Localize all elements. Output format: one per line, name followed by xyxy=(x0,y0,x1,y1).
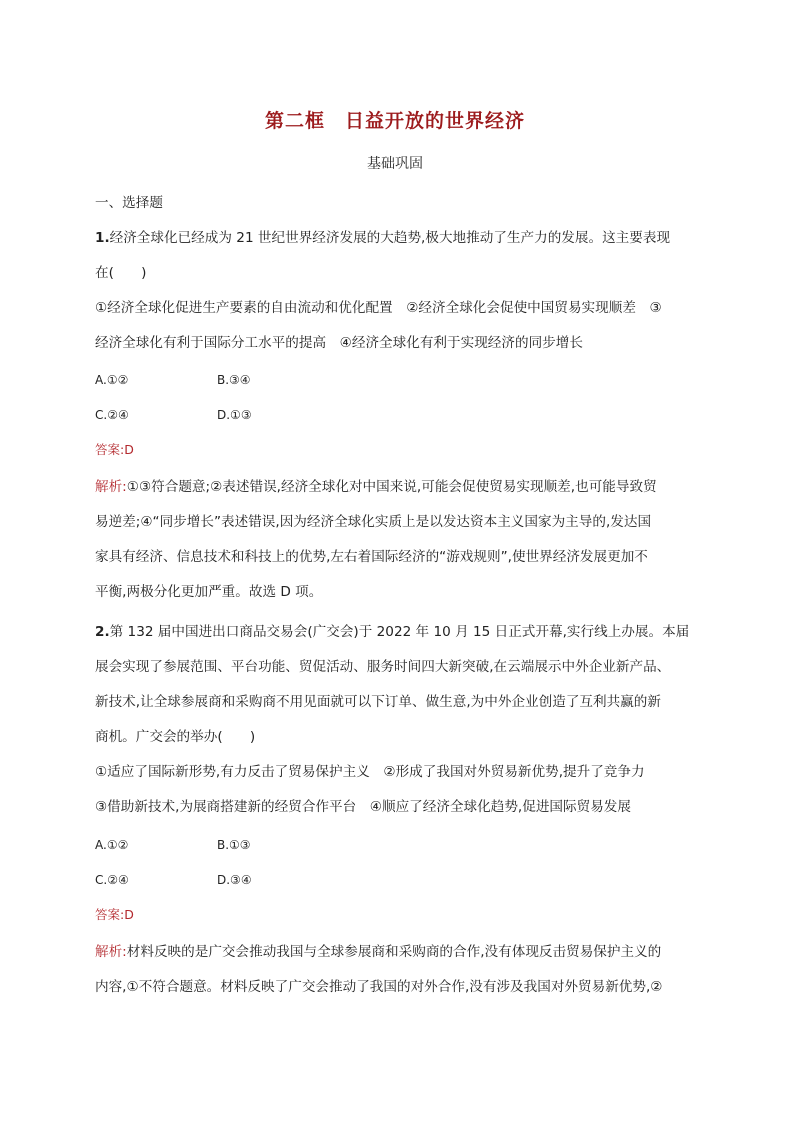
q2-option-b: B.①③ xyxy=(217,838,251,852)
q1-analysis-label: 解析: xyxy=(95,479,127,495)
page-title: 第二框 日益开放的世界经济 xyxy=(264,110,525,132)
q1-statements-line-2: 经济全球化有利于国际分工水平的提高 ④经济全球化有利于实现经济的同步增长 xyxy=(95,335,583,351)
q1-option-c: C.②④ xyxy=(95,408,129,422)
section-heading: 一、选择题 xyxy=(95,195,163,211)
q1-options-row-2 xyxy=(95,405,695,425)
q1-stem-line-1: 1.经济全球化已经成为 21 世纪世界经济发展的大趋势,极大地推动了生产力的发展。这主要表现 xyxy=(95,230,671,246)
q2-option-a: A.①② xyxy=(95,838,129,852)
q2-number: 2. xyxy=(95,624,110,640)
q2-stem-line-2: 展会实现了参展范围、平台功能、贸促活动、服务时间四大新突破,在云端展示中外企业新产品、 xyxy=(95,659,671,675)
q1-option-a: A.①② xyxy=(95,373,129,387)
q2-options-row-1 xyxy=(95,835,695,855)
q2-analysis-line-2: 内容,①不符合题意。材料反映了广交会推动了我国的对外合作,没有涉及我国对外贸易新优势,② xyxy=(95,979,663,995)
q1-analysis-line-4: 平衡,两极分化更加严重。故选 D 项。 xyxy=(95,584,323,600)
q2-options-row-2 xyxy=(95,870,695,890)
q2-analysis-label: 解析: xyxy=(95,944,127,960)
q1-analysis-line-3: 家具有经济、信息技术和科技上的优势,左右着国际经济的“游戏规则”,使世界经济发展更加不 xyxy=(95,549,648,565)
q2-stem-line-4: 商机。广交会的举办( ) xyxy=(95,729,256,745)
q1-stem-line-2: 在( ) xyxy=(95,265,147,281)
section-subtitle: 基础巩固 xyxy=(367,156,423,172)
q1-statements-line-1: ①经济全球化促进生产要素的自由流动和优化配置 ②经济全球化会促使中国贸易实现顺差 ③ xyxy=(95,300,662,316)
q1-answer: 答案:D xyxy=(95,442,134,457)
q1-number: 1. xyxy=(95,230,110,246)
q1-option-d: D.①③ xyxy=(217,408,252,422)
q2-answer: 答案:D xyxy=(95,907,134,922)
q1-option-b: B.③④ xyxy=(217,373,251,387)
q2-stem-line-1: 2.第 132 届中国进出口商品交易会(广交会)于 2022 年 10 月 15 日正式开幕,实行线上办展。本届 xyxy=(95,624,690,640)
q2-analysis-line-1: 解析:材料反映的是广交会推动我国与全球参展商和采购商的合作,没有体现反击贸易保护主义的 xyxy=(95,944,662,960)
q2-option-c: C.②④ xyxy=(95,873,129,887)
q1-analysis-line-2: 易逆差;④“同步增长”表述错误,因为经济全球化实质上是以发达资本主义国家为主导的,发达国 xyxy=(95,514,652,530)
q2-statements-line-1: ①适应了国际新形势,有力反击了贸易保护主义 ②形成了我国对外贸易新优势,提升了竞争力 xyxy=(95,764,645,780)
q2-statements-line-2: ③借助新技术,为展商搭建新的经贸合作平台 ④顺应了经济全球化趋势,促进国际贸易发展 xyxy=(95,799,631,815)
q1-analysis-line-1: 解析:①③符合题意;②表述错误,经济全球化对中国来说,可能会促使贸易实现顺差,也可能导致贸 xyxy=(95,479,657,495)
q1-options-row-1 xyxy=(95,370,695,390)
q2-stem-line-3: 新技术,让全球参展商和采购商不用见面就可以下订单、做生意,为中外企业创造了互利共赢的新 xyxy=(95,694,661,710)
q2-option-d: D.③④ xyxy=(217,873,252,887)
